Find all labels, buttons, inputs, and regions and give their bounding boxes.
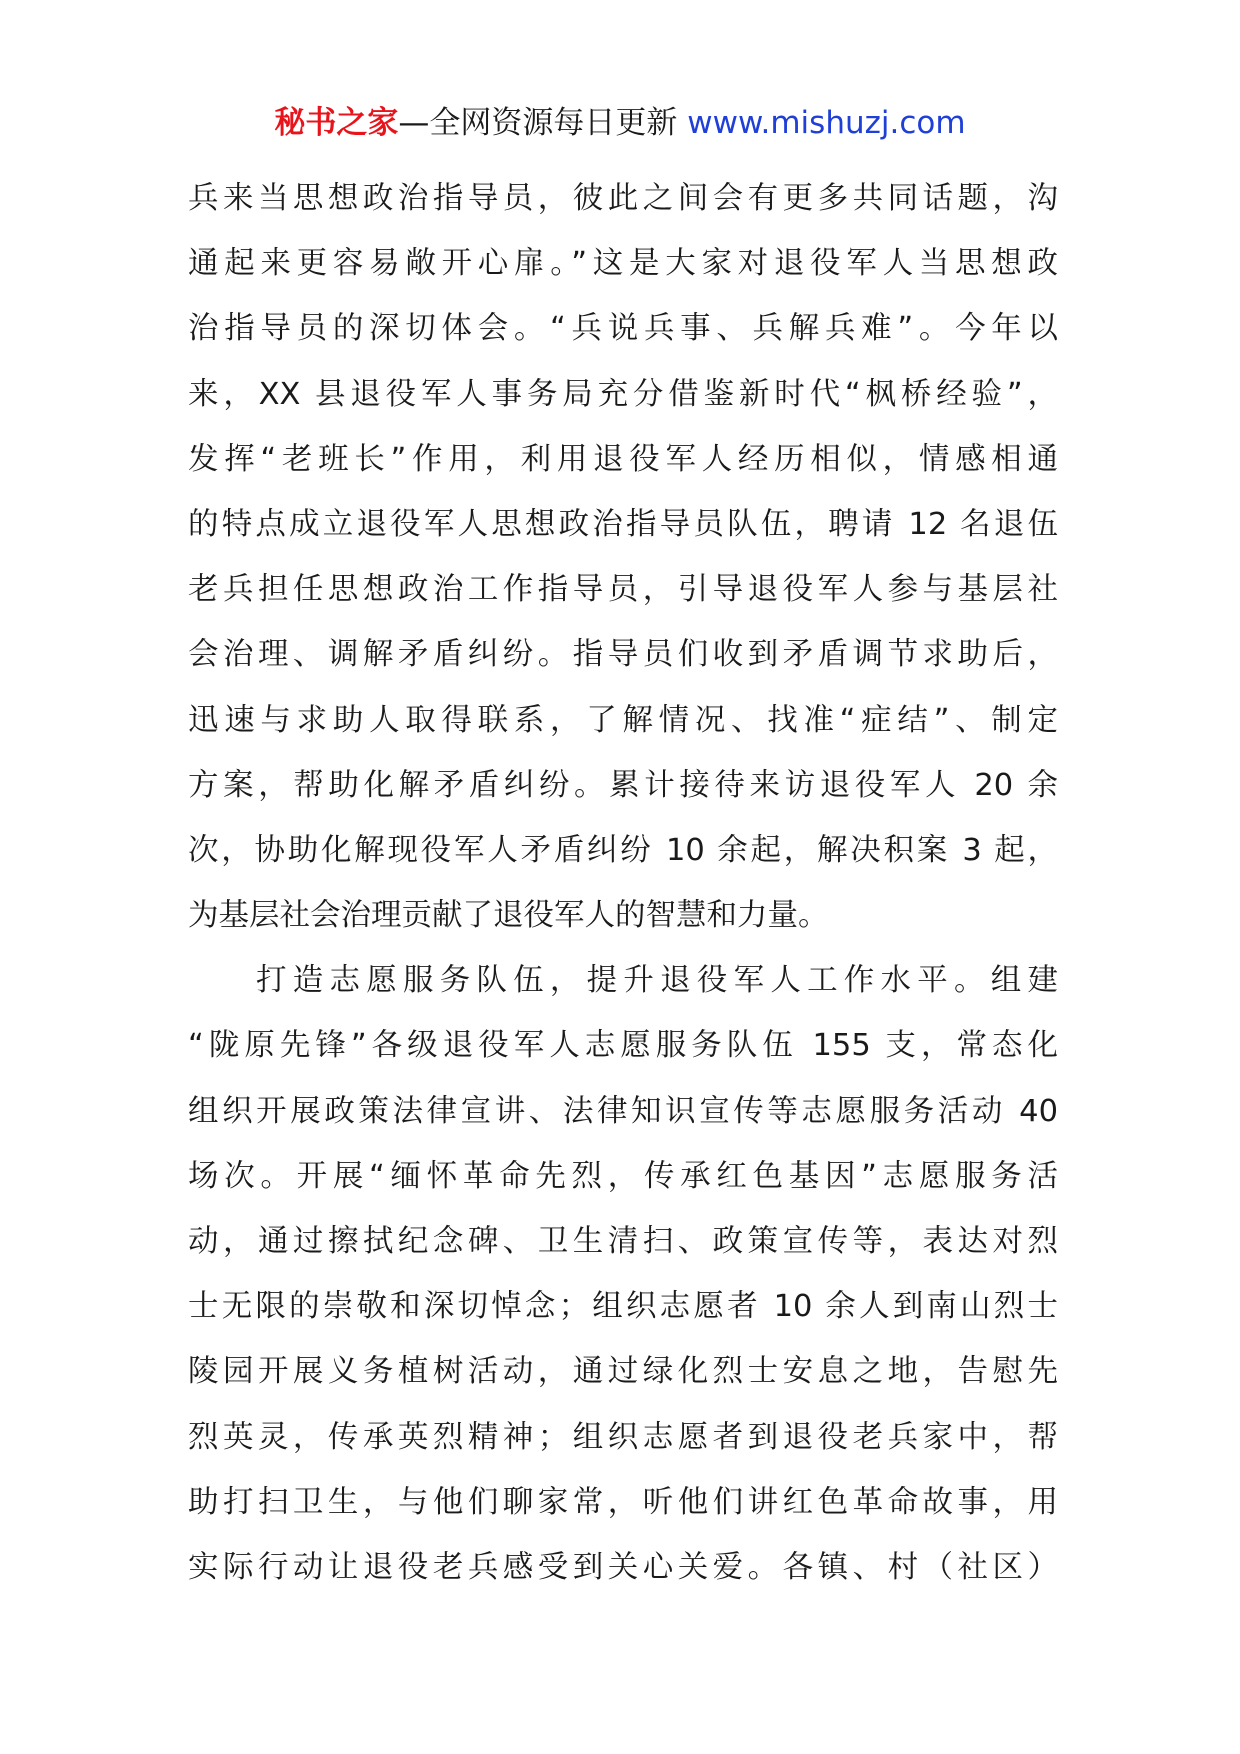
header-tagline: —全网资源每日更新 bbox=[398, 105, 688, 141]
text-line: 场次。开展“缅怀革命先烈，传承红色基因”志愿服务活 bbox=[188, 1158, 1058, 1194]
site-url-link[interactable]: www.mishuzj.com bbox=[687, 105, 966, 141]
text-line: 老兵担任思想政治工作指导员，引导退役军人参与基层社 bbox=[188, 572, 1058, 608]
paragraph-end-line: 为基层社会治理贡献了退役军人的智慧和力量。 bbox=[188, 898, 829, 934]
text-line: 组织开展政策法律宣讲、法律知识宣传等志愿服务活动 40 bbox=[188, 1093, 1058, 1129]
text-line: 发挥“老班长”作用，利用退役军人经历相似，情感相通 bbox=[188, 441, 1058, 477]
document-body bbox=[188, 166, 1058, 1600]
text-line: 动，通过擦拭纪念碑、卫生清扫、政策宣传等，表达对烈 bbox=[188, 1224, 1058, 1259]
text-line: 治指导员的深切体会。“兵说兵事、兵解兵难”。今年以 bbox=[188, 311, 1058, 347]
text-line: 次，协助化解现役军人矛盾纠纷 10 余起，解决积案 3 起， bbox=[188, 832, 1058, 868]
text-line: 烈英灵，传承英烈精神；组织志愿者到退役老兵家中，帮 bbox=[188, 1419, 1058, 1455]
brand-name: 秘书之家 bbox=[274, 105, 399, 141]
text-line: 会治理、调解矛盾纠纷。指导员们收到矛盾调节求助后， bbox=[188, 637, 1058, 673]
text-line: 来，XX 县退役军人事务局充分借鉴新时代“枫桥经验”， bbox=[188, 376, 1058, 412]
paragraph-heading-line: 打造志愿服务队伍，提升退役军人工作水平。组建 bbox=[256, 963, 1058, 999]
text-line: 实际行动让退役老兵感受到关心关爱。各镇、村（社区） bbox=[188, 1549, 1058, 1585]
text-line: 方案，帮助化解矛盾纠纷。累计接待来访退役军人 20 余 bbox=[188, 767, 1058, 803]
text-line: 的特点成立退役军人思想政治指导员队伍，聘请 12 名退伍 bbox=[188, 506, 1058, 542]
site-header bbox=[0, 103, 1240, 143]
text-line: 通起来更容易敞开心扉。”这是大家对退役军人当思想政 bbox=[188, 246, 1058, 282]
text-line: “陇原先锋”各级退役军人志愿服务队伍 155 支，常态化 bbox=[188, 1028, 1058, 1064]
text-line: 士无限的崇敬和深切悼念；组织志愿者 10 余人到南山烈士 bbox=[188, 1289, 1058, 1325]
text-line: 迅速与求助人取得联系，了解情况、找准“症结”、制定 bbox=[188, 702, 1058, 738]
text-line: 兵来当思想政治指导员，彼此之间会有更多共同话题，沟 bbox=[188, 181, 1058, 216]
text-line: 助打扫卫生，与他们聊家常，听他们讲红色革命故事，用 bbox=[188, 1484, 1058, 1520]
text-line: 陵园开展义务植树活动，通过绿化烈士安息之地，告慰先 bbox=[188, 1354, 1058, 1390]
